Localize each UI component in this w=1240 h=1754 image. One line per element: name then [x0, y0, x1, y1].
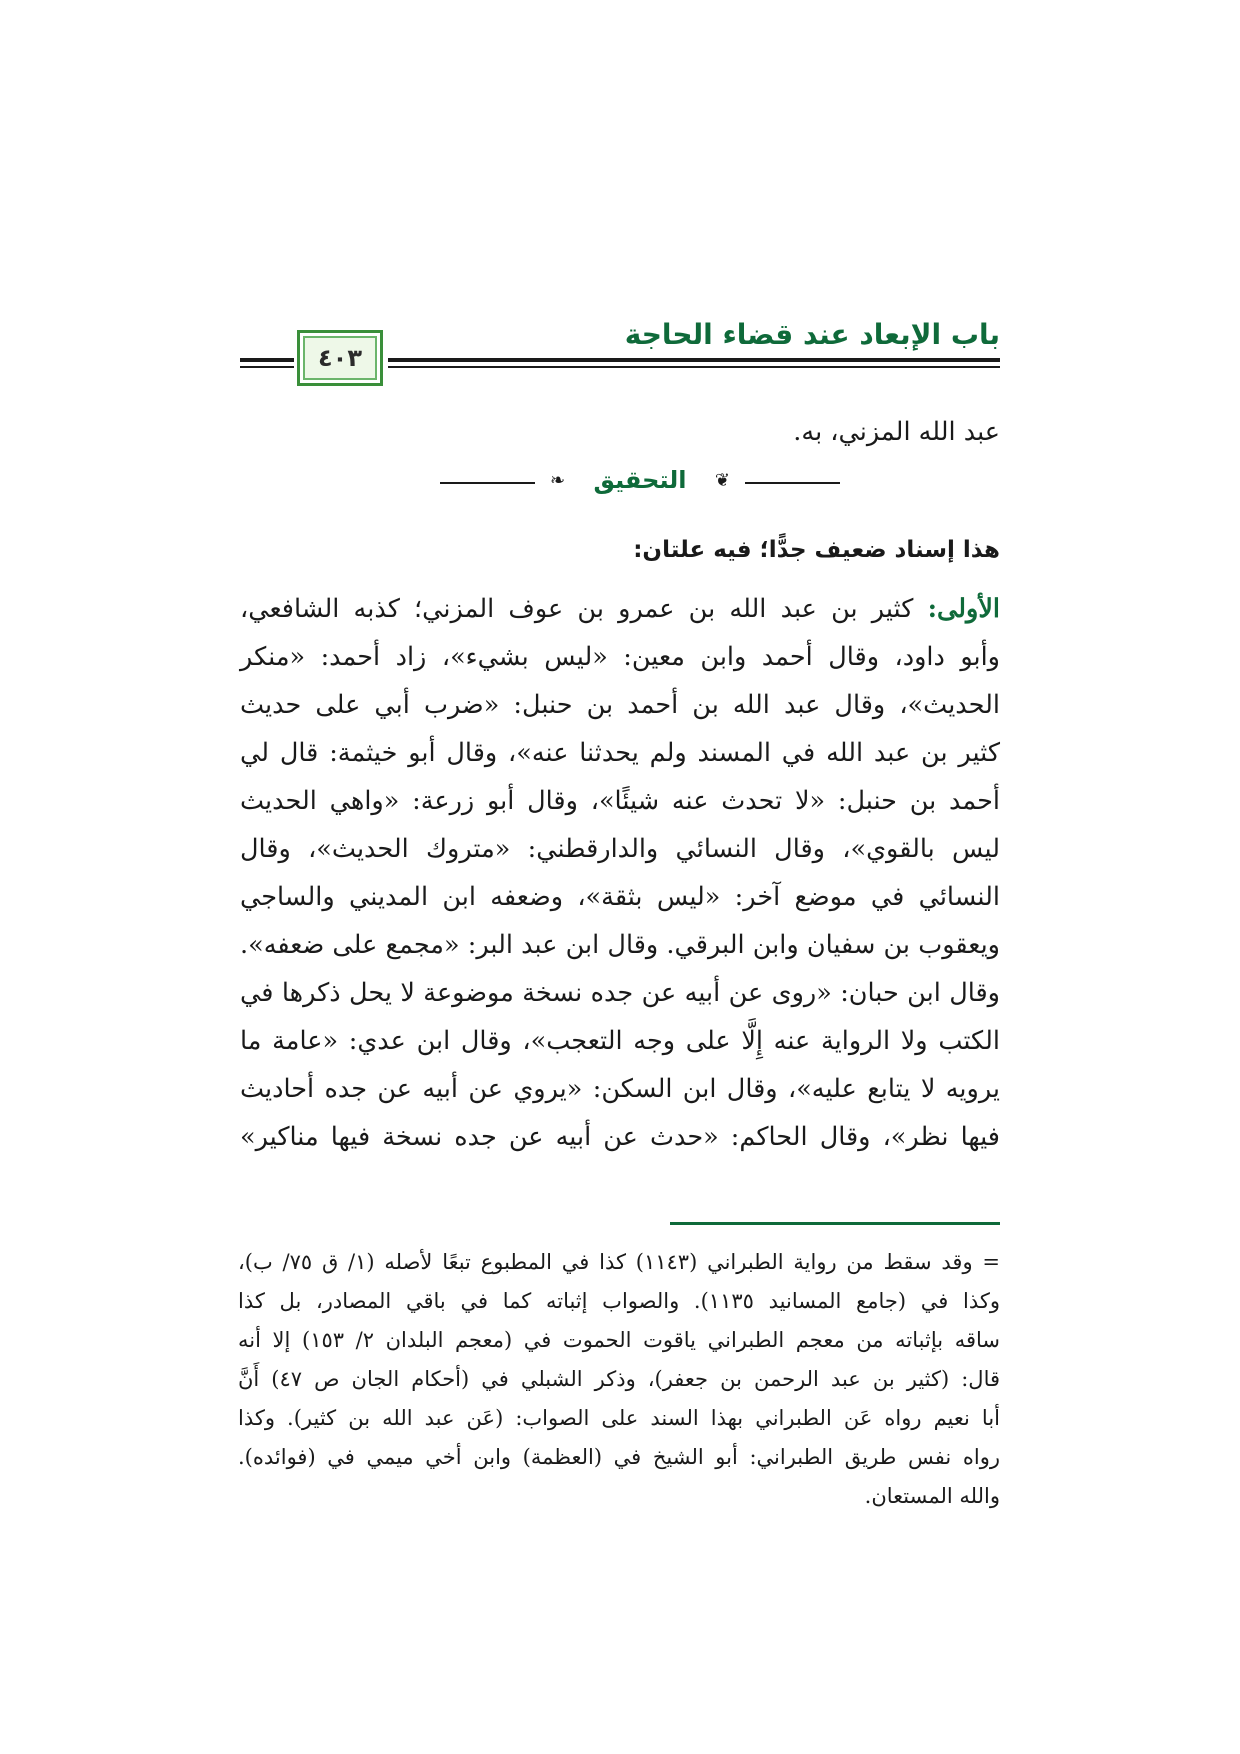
- running-title: باب الإبعاد عند قضاء الحاجة: [624, 318, 1000, 351]
- header-rule-left: [240, 358, 294, 362]
- paragraph-line: الحديث»، وقال عبد الله بن أحمد بن حنبل: «ضرب أبي على حديث: [240, 690, 1000, 720]
- footnote-separator: [670, 1222, 1000, 1225]
- paragraph-line-text: كثير بن عبد الله بن عمرو بن عوف المزني؛ كذبه الشافعي،: [240, 594, 914, 624]
- paragraph-line: كثير بن عبد الله في المسند ولم يحدثنا عنه»، وقال أبو خيثمة: قال لي: [240, 738, 1000, 768]
- footnote-line: = وقد سقط من رواية الطبراني (١١٤٣) كذا في المطبوع تبعًا لأصله (١/ ق ٧٥/ ب)،: [238, 1250, 1000, 1274]
- footnote-line: ساقه بإثباته من معجم الطبراني ياقوت الحموت في (معجم البلدان ٢/ ١٥٣) إلا أنه: [238, 1328, 1001, 1352]
- paragraph-line: [240, 589, 1000, 629]
- footnote-line: رواه نفس طريق الطبراني: أبو الشيخ في (العظمة) وابن أخي ميمي في (فوائده).: [238, 1445, 1000, 1469]
- header-rule-right: [388, 358, 1000, 362]
- header-rule-left-thin: [240, 366, 294, 368]
- first-label: الأولى:: [927, 594, 1001, 624]
- ornament-right-icon: ❦: [714, 470, 730, 491]
- paragraph-line: النسائي في موضع آخر: «ليس بثقة»، وضعفه ابن المديني والساجي: [240, 882, 1000, 912]
- page-number-badge: [297, 330, 383, 386]
- paragraph-line: أحمد بن حنبل: «لا تحدث عنه شيئًا»، وقال أبو زرعة: «واهي الحديث: [240, 786, 1000, 816]
- paragraph-line: فيها نظر»، وقال الحاكم: «حدث عن أبيه عن جده نسخة فيها مناكير»: [240, 1122, 1000, 1152]
- section-divider: [440, 468, 840, 498]
- opening-line: عبد الله المزني، به.: [793, 417, 1000, 447]
- footnote-line: قال: (كثير بن عبد الرحمن بن جعفر)، وذكر الشبلي في (أحكام الجان ص ٤٧) أَنَّ: [238, 1367, 1001, 1391]
- header-rule-right-thin: [388, 366, 1000, 368]
- paragraph-line: يرويه لا يتابع عليه»، وقال ابن السكن: «يروي عن أبيه عن جده أحاديث: [240, 1074, 1000, 1104]
- page-number: ٤٠٣: [318, 344, 362, 372]
- paragraph-line: الكتب ولا الرواية عنه إِلَّا على وجه التعجب»، وقال ابن عدي: «عامة ما: [240, 1026, 1000, 1056]
- paragraph-line: ليس بالقوي»، وقال النسائي والدارقطني: «متروك الحديث»، وقال: [240, 834, 1000, 864]
- ornament-left-icon: ❧: [550, 470, 566, 491]
- footnote-line: وكذا في (جامع المسانيد ١١٣٥). والصواب إثباته كما في باقي المصادر، بل كذا: [238, 1289, 1000, 1313]
- bold-heading: هذا إسناد ضعيف جدًّا؛ فيه علتان:: [633, 537, 1000, 563]
- footnote-line: والله المستعان.: [864, 1484, 1000, 1508]
- paragraph-line: وقال ابن حبان: «روى عن أبيه عن جده نسخة موضوعة لا يحل ذكرها في: [240, 978, 1000, 1008]
- paragraph-line: وأبو داود، وقال أحمد وابن معين: «ليس بشيء»، زاد أحمد: «منكر: [240, 642, 1000, 672]
- section-title: التحقيق: [593, 466, 687, 494]
- divider-line-left: [440, 482, 535, 484]
- footnote-line: أبا نعيم رواه عَن الطبراني بهذا السند على الصواب: (عَن عبد الله بن كثير). وكذا: [238, 1406, 1000, 1430]
- paragraph-line: ويعقوب بن سفيان وابن البرقي. وقال ابن عبد البر: «مجمع على ضعفه».: [240, 930, 1000, 960]
